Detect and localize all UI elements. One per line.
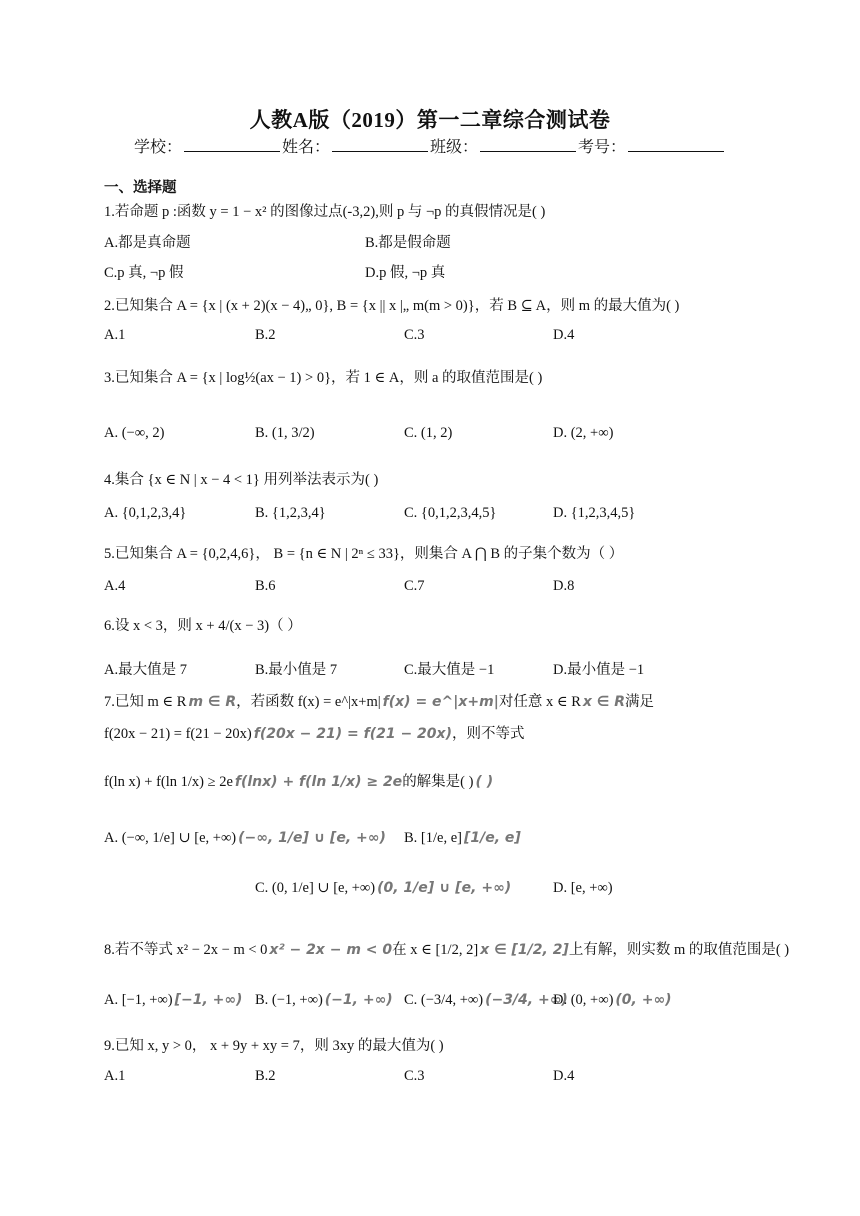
q9-option-c: C.3 (404, 1068, 425, 1084)
q8-option-d-text: D. (0, +∞) (553, 992, 614, 1008)
q7-option-a (104, 830, 386, 847)
q8-option-b (255, 992, 393, 1009)
q7-text-8: 的解集是( ) (402, 774, 474, 790)
q9-option-b: B.2 (255, 1068, 276, 1084)
question-7-line-3 (104, 770, 493, 791)
q5-option-a: A.4 (104, 578, 126, 594)
name-label: 姓名： (281, 139, 330, 156)
q6-option-b: B.最小值是 7 (255, 662, 338, 678)
q7-option-b-text: B. [1/e, e] (404, 830, 462, 846)
q3-option-c: C. (1, 2) (404, 425, 453, 441)
q8-text-3: 上有解，则实数 m 的取值范围是( ) (568, 942, 790, 958)
q1-option-b: B.都是假命题 (365, 235, 451, 251)
q6-option-d: D.最小值是 −1 (553, 662, 645, 678)
q5-option-d: D.8 (553, 578, 575, 594)
q7-text-6: ，则不等式 (451, 726, 525, 742)
student-info-line (0, 134, 860, 157)
q3-option-a: A. (−∞, 2) (104, 425, 165, 441)
q7-option-b-dup: [1/e, e] (463, 830, 521, 846)
q8-option-b-text: B. (−1, +∞) (255, 992, 323, 1008)
q8-option-a (104, 992, 242, 1009)
q2-option-a: A.1 (104, 327, 126, 343)
q6-option-a: A.最大值是 7 (104, 662, 187, 678)
q7-text-1: 7.已知 m ∈ R (104, 694, 187, 710)
q7-option-d: D. [e, +∞) (553, 880, 613, 896)
q5-option-c: C.7 (404, 578, 425, 594)
q7-option-c (255, 880, 511, 897)
q7-dup-2: f(x) = e^|x+m| (382, 694, 499, 710)
q7-text-5: f(20x − 21) = f(21 − 20x) (104, 726, 252, 742)
q9-option-d: D.4 (553, 1068, 575, 1084)
q1-option-d: D.p 假, ¬p 真 (365, 265, 446, 281)
q4-option-a: A. {0,1,2,3,4} (104, 505, 187, 521)
section-title: 一、选择题 (104, 180, 177, 196)
q6-option-c: C.最大值是 −1 (404, 662, 495, 678)
q8-dup-2: x ∈ [1/2, 2] (480, 942, 569, 958)
question-7-line-1 (104, 690, 654, 711)
q8-text-1: 8.若不等式 x² − 2x − m < 0 (104, 942, 268, 958)
q8-text-2: 在 x ∈ [1/2, 2] (392, 942, 479, 958)
class-label: 班级： (430, 139, 479, 156)
q7-text-4: 满足 (625, 694, 654, 710)
q7-dup-5: f(lnx) + f(ln 1/x) ≥ 2e (234, 774, 403, 790)
question-8 (104, 938, 789, 959)
q7-option-a-dup: (−∞, 1/e] ∪ [e, +∞) (238, 830, 386, 846)
q7-option-b (404, 830, 521, 847)
question-3: 3.已知集合 A = {x | log½(ax − 1) > 0}，若 1 ∈ A，则 a 的取值范围是( ) (104, 370, 543, 386)
question-9: 9.已知 x, y > 0， x + 9y + xy = 7，则 3xy 的最大值为( ) (104, 1038, 444, 1054)
q7-option-c-text: C. (0, 1/e] ∪ [e, +∞) (255, 880, 376, 896)
q3-option-d: D. (2, +∞) (553, 425, 614, 441)
q8-option-c-text: C. (−3/4, +∞) (404, 992, 484, 1008)
page-title: 人教A版（2019）第一二章综合测试卷 (249, 108, 611, 132)
q8-dup-1: x² − 2x − m < 0 (269, 942, 393, 958)
school-blank (184, 137, 280, 152)
q8-option-b-dup: (−1, +∞) (324, 992, 393, 1008)
q7-dup-4: f(20x − 21) = f(21 − 20x) (253, 726, 452, 742)
q1-option-c: C.p 真, ¬p 假 (104, 265, 184, 281)
q2-option-b: B.2 (255, 327, 276, 343)
question-4: 4.集合 {x ∈ N | x − 4 < 1} 用列举法表示为( ) (104, 472, 379, 488)
question-1: 1.若命题 p :函数 y = 1 − x² 的图像过点(-3,2),则 p 与 ¬p 的真假情况是( ) (104, 204, 546, 220)
q7-dup-6: ( ) (475, 774, 494, 790)
q1-option-a: A.都是真命题 (104, 235, 191, 251)
question-6: 6.设 x < 3，则 x + 4/(x − 3)（ ） (104, 618, 302, 634)
q7-text-2: ，若函数 f(x) = e^|x+m| (236, 694, 381, 710)
q7-option-c-dup: (0, 1/e] ∪ [e, +∞) (377, 880, 512, 896)
q4-option-b: B. {1,2,3,4} (255, 505, 326, 521)
q2-option-c: C.3 (404, 327, 425, 343)
name-blank (332, 137, 428, 152)
question-5: 5.已知集合 A = {0,2,4,6}， B = {n ∈ N | 2ⁿ ≤ 33}，则集合 A ⋂ B 的子集个数为（ ） (104, 546, 624, 562)
question-2: 2.已知集合 A = {x | (x + 2)(x − 4)„ 0}, B = {x || x |„ m(m > 0)}，若 B ⊆ A，则 m 的最大值为( ) (104, 298, 680, 314)
q7-text-7: f(ln x) + f(ln 1/x) ≥ 2e (104, 774, 233, 790)
class-blank (480, 137, 576, 152)
q2-option-d: D.4 (553, 327, 575, 343)
q8-option-a-dup: [−1, +∞) (174, 992, 243, 1008)
q8-option-c (404, 992, 568, 1009)
q7-option-a-text: A. (−∞, 1/e] ∪ [e, +∞) (104, 830, 237, 846)
q8-option-d (553, 992, 672, 1009)
school-label: 学校： (133, 139, 182, 156)
q8-option-c-dup: (−3/4, +∞) (485, 992, 568, 1008)
number-label: 考号： (578, 139, 627, 156)
q7-dup-1: m ∈ R (188, 694, 237, 710)
q3-option-b: B. (1, 3/2) (255, 425, 315, 441)
q4-option-d: D. {1,2,3,4,5} (553, 505, 636, 521)
q8-option-d-dup: (0, +∞) (615, 992, 672, 1008)
q4-option-c: C. {0,1,2,3,4,5} (404, 505, 497, 521)
question-7-line-2 (104, 722, 524, 743)
q7-text-3: 对任意 x ∈ R (498, 694, 581, 710)
q9-option-a: A.1 (104, 1068, 126, 1084)
q5-option-b: B.6 (255, 578, 276, 594)
q8-option-a-text: A. [−1, +∞) (104, 992, 173, 1008)
q7-dup-3: x ∈ R (582, 694, 625, 710)
number-blank (628, 137, 724, 152)
